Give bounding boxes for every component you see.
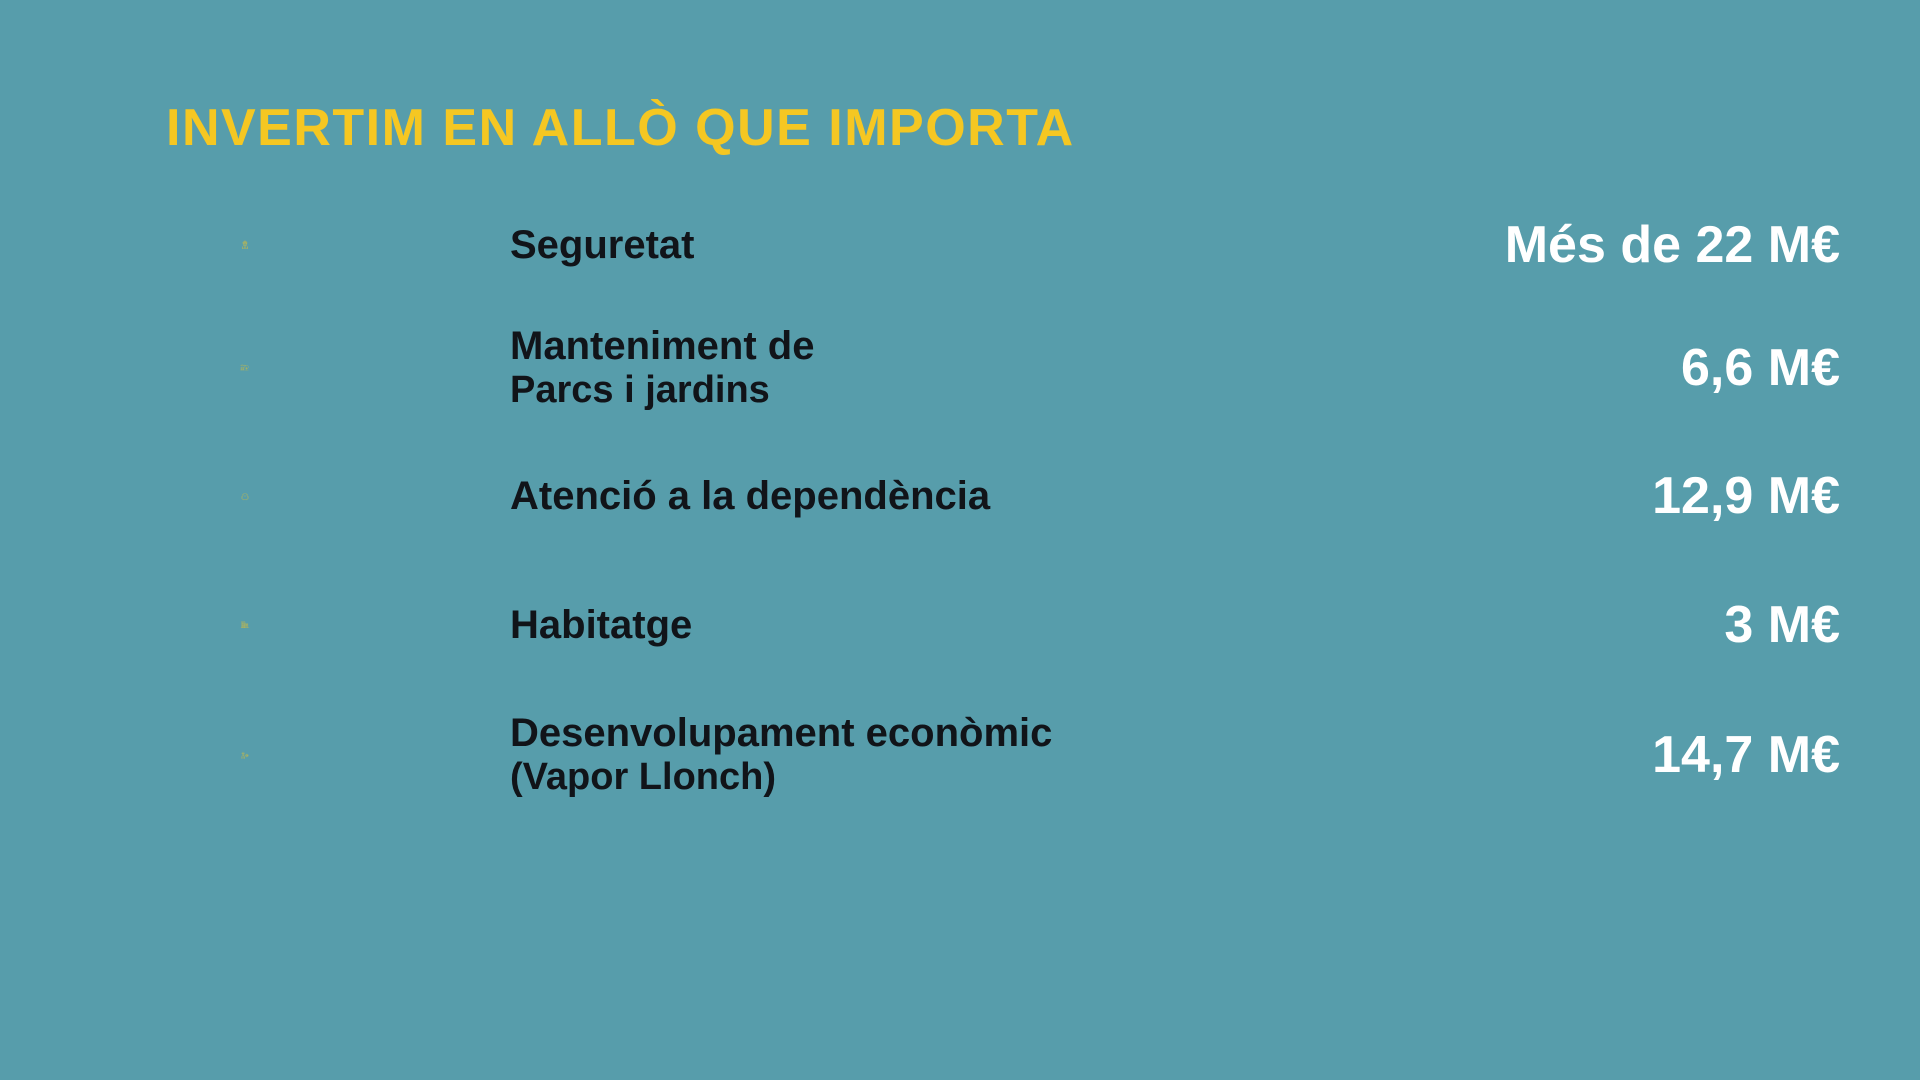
list-item-label-sub: (Vapor Llonch) (510, 756, 776, 799)
list-item-label (250, 711, 1400, 798)
list-item-value: 14,7 M€ (1652, 726, 1840, 784)
list-item-label-main: Habitatge (510, 602, 693, 647)
list-item (0, 431, 1920, 561)
list-item-value: 3 M€ (1724, 596, 1840, 654)
list-item (0, 185, 1920, 305)
buildings-icon (0, 570, 250, 680)
list-item-label-sub: Parcs i jardins (510, 369, 770, 412)
list-item-label-main: Desenvolupament econòmic (510, 711, 1053, 756)
hands-heart-icon (0, 439, 250, 554)
list-item (0, 305, 1920, 431)
list-item (0, 561, 1920, 689)
list-item-value: Més de 22 M€ (1504, 216, 1840, 274)
list-item-label-main: Manteniment de (510, 324, 815, 369)
list-item-value: 12,9 M€ (1652, 467, 1840, 525)
police-officer-icon (0, 190, 250, 300)
worker-gear-icon (0, 698, 250, 813)
list-item-label (250, 603, 1400, 648)
list-item (0, 689, 1920, 821)
page-title: INVERTIM EN ALLÒ QUE IMPORTA (166, 99, 1075, 157)
list-item-label-main: Seguretat (510, 222, 695, 267)
list-item-label-main: Atenció a la dependència (510, 473, 991, 518)
list-item-label (250, 324, 1400, 411)
list-item-value: 6,6 M€ (1681, 339, 1840, 397)
list-item-label (250, 474, 1400, 519)
investment-list (0, 185, 1920, 821)
list-item-label (250, 223, 1400, 268)
park-bench-tree-icon (0, 313, 250, 423)
